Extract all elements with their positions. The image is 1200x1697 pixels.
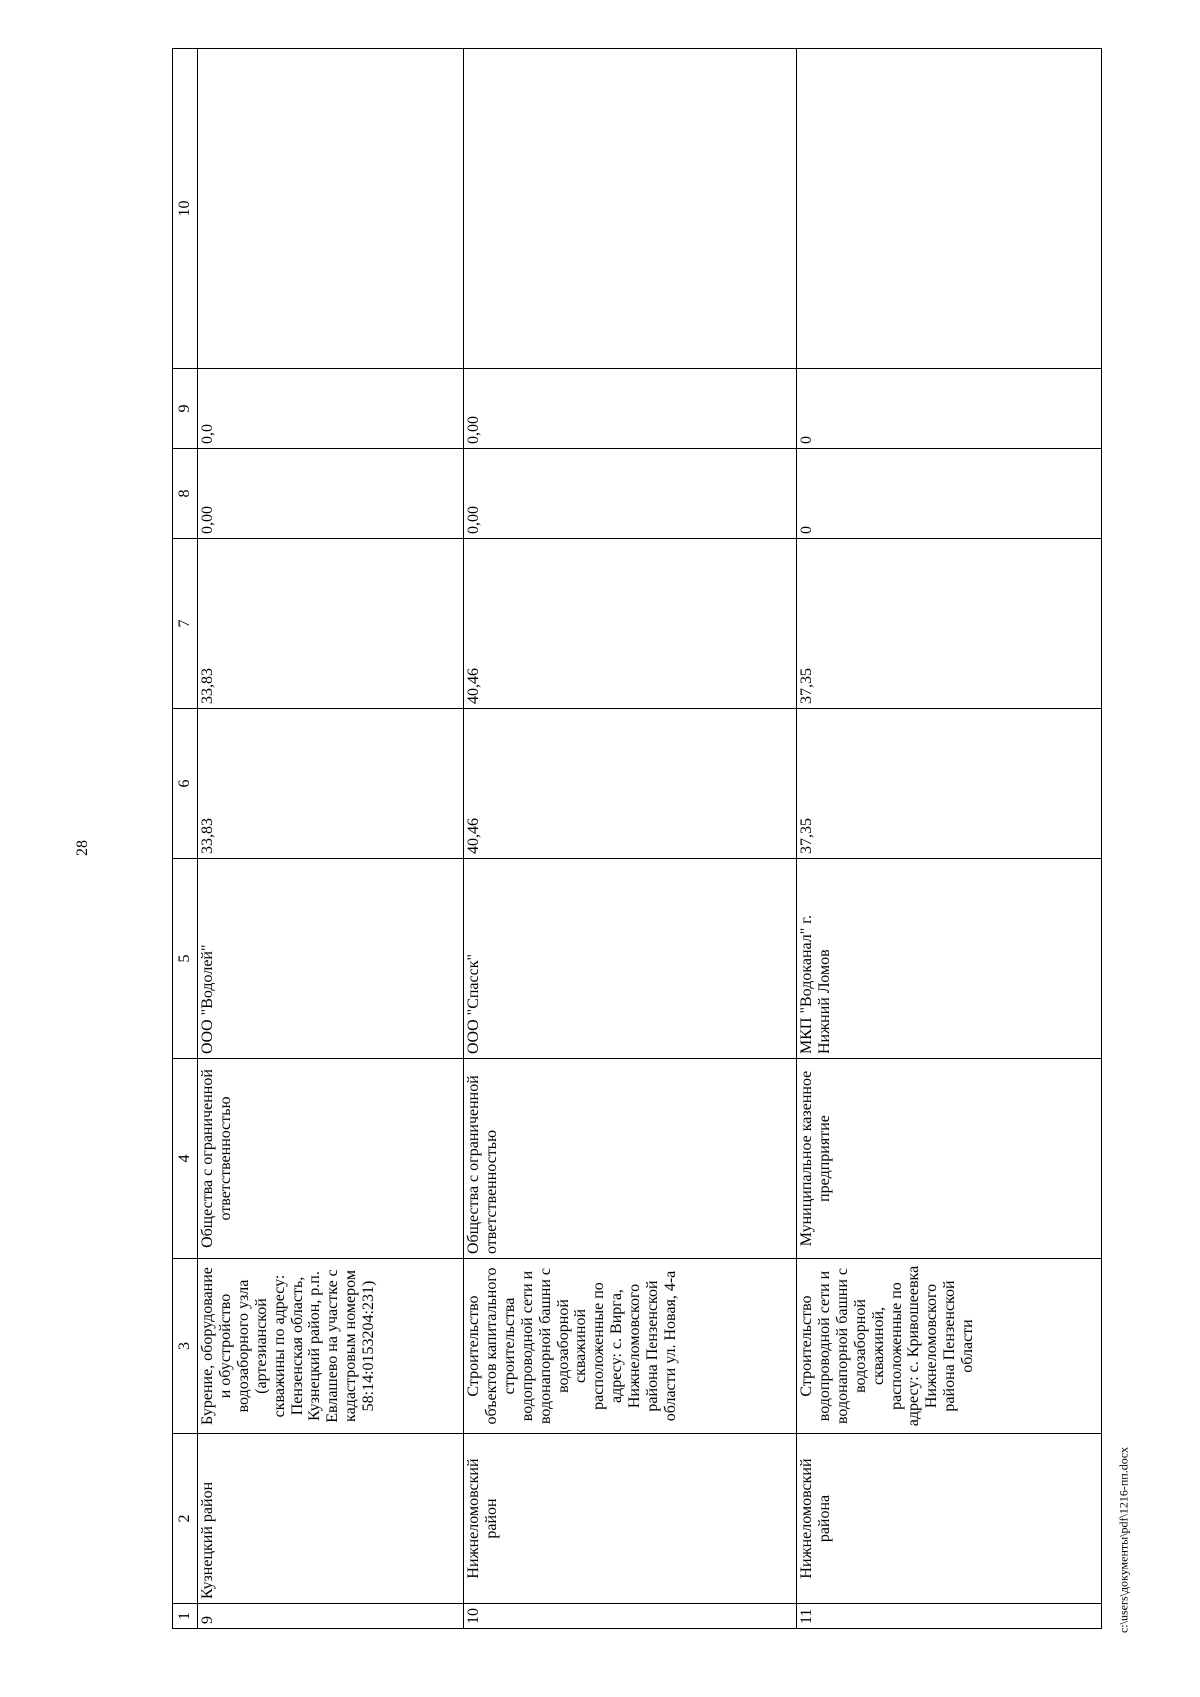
value-cell-10 bbox=[198, 49, 464, 369]
column-header-2: 2 bbox=[173, 1434, 198, 1604]
row-number: 9 bbox=[198, 1604, 464, 1629]
table-row bbox=[198, 49, 464, 1629]
description-cell: Строительство объектов капитального строительства водопроводной сети и водонапорной башни с водозаборной скважиной расположенные по адресу: с. Вирга, Нижнеломовского района Пензенской области ул. Новая, 4-а bbox=[464, 1259, 797, 1434]
footer-file-path: c:\users\документы\pdf\1216-пп.docx bbox=[1116, 1446, 1131, 1634]
district-cell: Нижнеломовский район bbox=[464, 1434, 797, 1604]
table-row bbox=[464, 49, 797, 1629]
value-cell-9: 0,00 bbox=[464, 369, 797, 449]
value-cell-6: 40,46 bbox=[464, 709, 797, 859]
org-form-cell: Общества с ограниченной ответственностью bbox=[464, 1059, 797, 1259]
value-cell-7: 37,35 bbox=[797, 539, 1102, 709]
value-cell-7: 33,83 bbox=[198, 539, 464, 709]
org-form-cell: Общества с ограниченной ответственностью bbox=[198, 1059, 464, 1259]
value-cell-8: 0,00 bbox=[464, 449, 797, 539]
header-row bbox=[173, 49, 198, 1629]
table-row bbox=[797, 49, 1102, 1629]
column-header-6: 6 bbox=[173, 709, 198, 859]
row-number: 10 bbox=[464, 1604, 797, 1629]
value-cell-6: 37,35 bbox=[797, 709, 1102, 859]
description-cell: Бурение, оборудование и обустройство водозаборного узла (артезианской скважины по адресу: Пензенская область, Кузнецкий район, р.п. Евлашево на участке с кадастровым номером 58:14:0153204:231) bbox=[198, 1259, 464, 1434]
column-header-1: 1 bbox=[173, 1604, 198, 1629]
org-name-cell: МКП "Водоканал" г. Нижний Ломов bbox=[797, 859, 1102, 1059]
value-cell-10 bbox=[464, 49, 797, 369]
org-name-cell: ООО "Спасск" bbox=[464, 859, 797, 1059]
value-cell-7: 40,46 bbox=[464, 539, 797, 709]
value-cell-8: 0 bbox=[797, 449, 1102, 539]
page-number: 28 bbox=[74, 840, 91, 856]
description-cell: Строительство водопроводной сети и водонапорной башни с водозаборной скважиной, расположенные по адресу: с. Кривошеевка Нижнеломовского района Пензенской области bbox=[797, 1259, 1102, 1434]
column-header-5: 5 bbox=[173, 859, 198, 1059]
row-number: 11 bbox=[797, 1604, 1102, 1629]
column-header-3: 3 bbox=[173, 1259, 198, 1434]
data-table bbox=[172, 48, 1102, 1629]
value-cell-9: 0,0 bbox=[198, 369, 464, 449]
district-cell: Нижнеломовский района bbox=[797, 1434, 1102, 1604]
value-cell-8: 0,00 bbox=[198, 449, 464, 539]
column-header-7: 7 bbox=[173, 539, 198, 709]
org-form-cell: Муниципальное казенное предприятие bbox=[797, 1059, 1102, 1259]
value-cell-9: 0 bbox=[797, 369, 1102, 449]
value-cell-6: 33,83 bbox=[198, 709, 464, 859]
column-header-4: 4 bbox=[173, 1059, 198, 1259]
value-cell-10 bbox=[797, 49, 1102, 369]
rotated-table-container bbox=[172, 49, 1102, 1629]
district-cell: Кузнецкий район bbox=[198, 1434, 464, 1604]
org-name-cell: ООО "Водолей" bbox=[198, 859, 464, 1059]
column-header-10: 10 bbox=[173, 49, 198, 369]
column-header-9: 9 bbox=[173, 369, 198, 449]
column-header-8: 8 bbox=[173, 449, 198, 539]
